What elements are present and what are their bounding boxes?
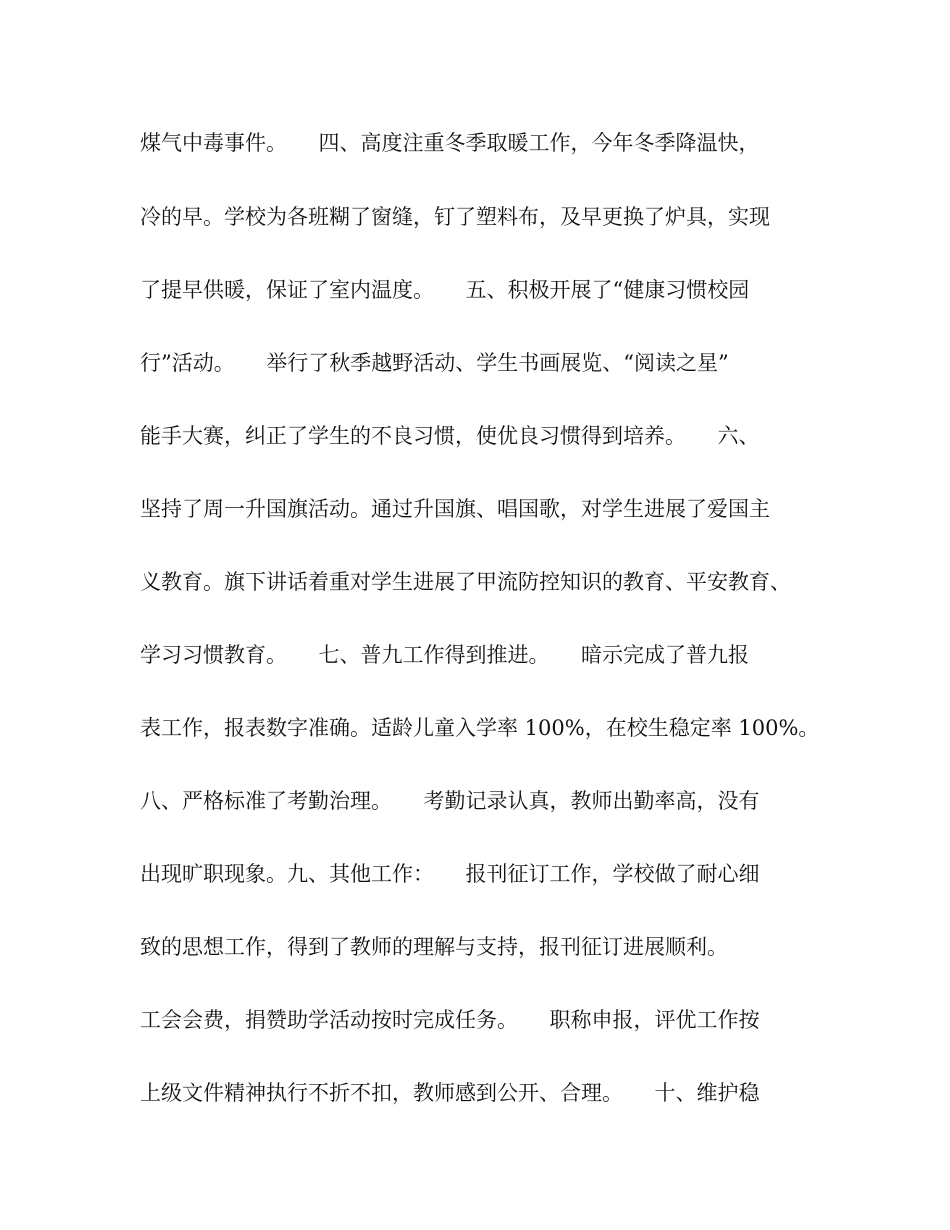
- text-line-4: 行”活动。 举行了秋季越野活动、学生书画展览、“阅读之星”: [140, 351, 729, 375]
- text-line-14: 上级文件精神执行不折不扣，教师感到公开、合理。 十、维护稳: [140, 1081, 760, 1105]
- text-line-5: 能手大赛，纠正了学生的不良习惯，使优良习惯得到培养。 六、: [140, 424, 760, 448]
- text-line-11: 出现旷职现象。九、其他工作： 报刊征订工作，学校做了耐心细: [140, 862, 760, 886]
- text-line-3: 了提早供暖，保证了室内温度。 五、积极开展了“健康习惯校园: [140, 278, 750, 302]
- text-line-6: 坚持了周一升国旗活动。通过升国旗、唱国歌，对学生进展了爱国主: [140, 497, 770, 521]
- text-line-1: 煤气中毒事件。 四、高度注重冬季取暖工作，今年冬季降温快，: [140, 131, 760, 155]
- text-line-7: 义教育。旗下讲话着重对学生进展了甲流防控知识的教育、平安教育、: [140, 570, 791, 594]
- text-line-10: 八、严格标准了考勤治理。 考勤记录认真，教师出勤率高，没有: [140, 789, 760, 813]
- text-line-12: 致的思想工作，得到了教师的理解与支持，报刊征订进展顺利。: [140, 935, 728, 959]
- text-line-13: 工会会费，捐赞助学活动按时完成任务。 职称申报，评优工作按: [140, 1008, 760, 1032]
- text-line-9: 表工作，报表数字准确。适龄儿童入学率 100%，在校生稳定率 100%。: [140, 716, 820, 740]
- text-line-2: 冷的早。学校为各班糊了窗缝，钉了塑料布，及早更换了炉具，实现: [140, 205, 770, 229]
- text-line-8: 学习习惯教育。 七、普九工作得到推进。 暗示完成了普九报: [140, 643, 749, 667]
